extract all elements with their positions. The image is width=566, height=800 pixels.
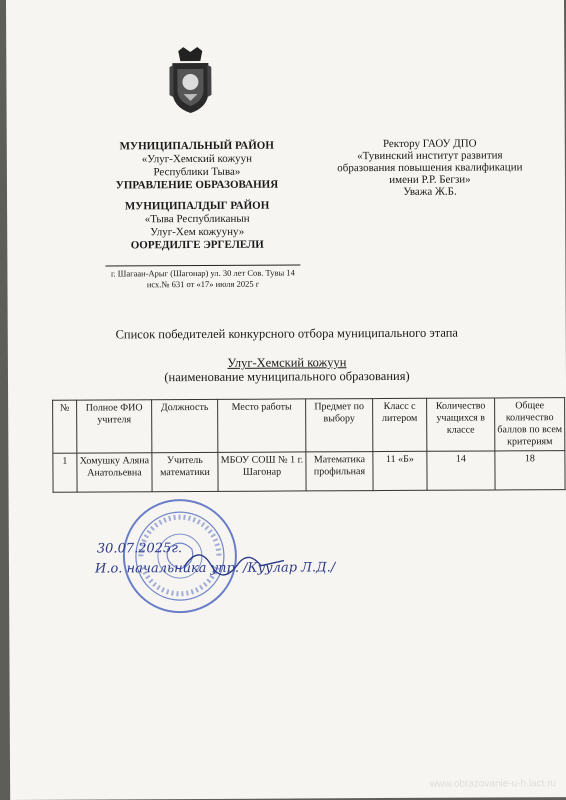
document-title: Список победителей конкурсного отбора муниципального этапа (115, 325, 458, 342)
signature-date: 30.07.2025г. (96, 541, 183, 557)
org-name-line: УПРАВЛЕНИЕ ОБРАЗОВАНИЯ (115, 178, 279, 192)
signature-text: И.о. начальника упр. /Куулар Л.Д./ (94, 560, 336, 577)
org-name-line: Улуг-Хем кожууну» (150, 225, 245, 239)
recipient-line: Ректору ГАОУ ДПО (382, 137, 477, 151)
table-cell: МБОУ СОШ № 1 г. Шагонар (218, 452, 306, 491)
recipient-line: образования повышения квалификации (337, 161, 523, 175)
table-cell: 14 (427, 451, 495, 490)
column-header: Место работы (218, 399, 306, 452)
address-line: г. Шагаан-Арыг (Шагонар) ул. 30 лет Сов. Тувы 14 (110, 267, 295, 279)
table-cell: 18 (495, 451, 565, 490)
coat-of-arms-emblem (169, 47, 211, 115)
column-header: Количество учащихся в классе (427, 398, 495, 451)
table-cell: Учитель математики (152, 452, 218, 491)
recipient-line: Уважа Ж.Б. (403, 185, 457, 198)
table-cell: Хомушку Аляна Анатольевна (77, 453, 152, 492)
address-block (105, 264, 300, 290)
recipient-block (323, 137, 537, 198)
region-name: Улуг-Хемский кожуун (227, 355, 347, 370)
winners-table (52, 397, 565, 493)
region-caption: (наименование муниципального образования) (164, 368, 410, 385)
column-header: Должность (152, 399, 218, 452)
column-header: Общее количество баллов по всем критериям (495, 398, 565, 451)
column-header: Предмет по выбору (306, 399, 373, 452)
recipient-line: «Тувинский институт развития (357, 149, 503, 163)
org-name-line: МУНИЦИПАЛДЫГ РАЙОН (124, 199, 270, 213)
column-header: Полное ФИО учителя (77, 400, 152, 453)
column-header: Класс с литером (373, 398, 427, 451)
outgoing-number: исх.№ 631 от «17» июля 2025 г (146, 278, 260, 290)
region-block (8, 354, 566, 385)
org-name-line: Республики Тыва» (153, 165, 241, 179)
org-name-line: «Улуг-Хемский кожуун (141, 152, 252, 166)
org-name-line: ООРЕДИЛГЕ ЭРГЕЛЕЛИ (130, 238, 264, 252)
column-header: № (53, 400, 77, 453)
table-cell: 1 (53, 453, 77, 492)
recipient-line: имени Р.Р. Бегзи» (389, 173, 471, 186)
sender-organization-block (102, 140, 293, 253)
org-name-line: «Тыва Республиканын (144, 212, 250, 226)
website-watermark: www.obrazovanie-u-h.lact.ru (429, 778, 557, 790)
handwritten-signature (89, 538, 369, 589)
table-row (53, 451, 565, 493)
table-header-row (53, 398, 565, 454)
table-cell: 11 «Б» (373, 451, 427, 490)
document-page (6, 0, 566, 800)
org-name-line: МУНИЦИПАЛЬНЫЙ РАЙОН (119, 139, 274, 153)
table-cell: Математика профильная (306, 452, 373, 491)
